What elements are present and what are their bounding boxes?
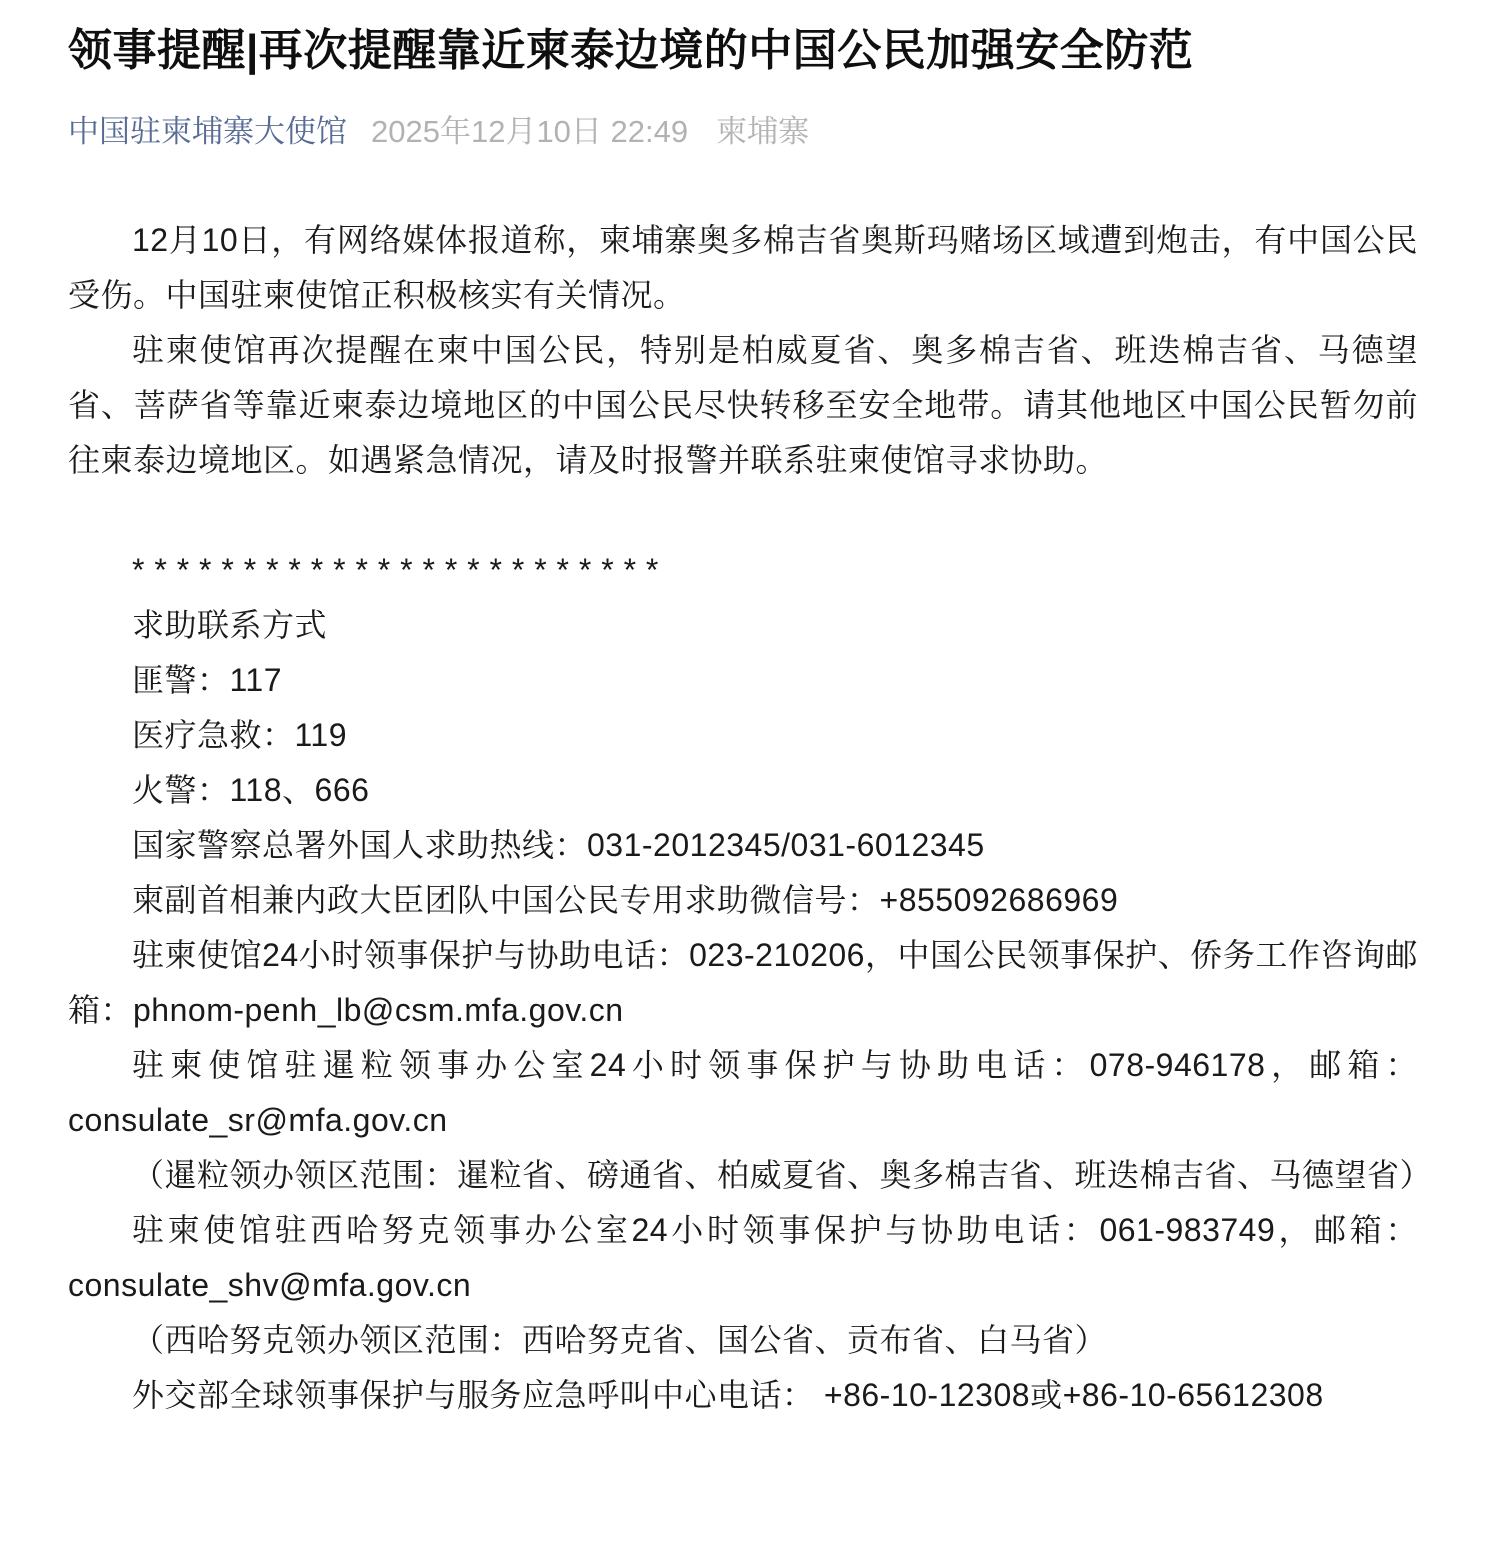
- contact-dpm-wechat-hotline: 柬副首相兼内政大臣团队中国公民专用求助微信号：+855092686969: [132, 881, 1119, 918]
- blank-line: [68, 488, 1418, 543]
- contact-national-police-foreigner-hotline: 国家警察总署外国人求助热线：031-2012345/031-6012345: [132, 826, 985, 863]
- contact-sihanoukville-office-hotline: 驻柬使馆驻西哈努克领事办公室24小时领事保护与协助电话：061-983749，邮箱：consulate_shv@mfa.gov.cn: [68, 1211, 1418, 1303]
- article-meta: [68, 115, 1418, 149]
- paragraph-safety-reminder: 驻柬使馆再次提醒在柬中国公民，特别是柏威夏省、奥多棉吉省、班迭棉吉省、马德望省、菩萨省等靠近柬泰边境地区的中国公民尽快转移至安全地带。请其他地区中国公民暂勿前往柬泰边境地区。如遇紧急情况，请及时报警并联系驻柬使馆寻求协助。: [68, 331, 1418, 478]
- publish-location: 柬埔寨: [716, 113, 810, 149]
- article-body: [68, 213, 1433, 1423]
- contact-sihanoukville-office-jurisdiction: （西哈努克领办领区范围：西哈努克省、国公省、贡布省、白马省）: [132, 1321, 1108, 1358]
- account-name-link[interactable]: 中国驻柬埔寨大使馆: [68, 113, 347, 149]
- contact-section-heading: 求助联系方式: [132, 606, 328, 643]
- contact-embassy-24h-hotline: 驻柬使馆24小时领事保护与协助电话：023-210206，中国公民领事保护、侨务工作咨询邮箱：phnom-penh_lb@csm.mfa.gov.cn: [68, 936, 1418, 1028]
- contact-siem-reap-office-hotline: 驻柬使馆驻暹粒领事办公室24小时领事保护与协助电话：078-946178，邮箱：consulate_sr@mfa.gov.cn: [68, 1046, 1418, 1138]
- asterisk-divider: * * * * * * * * * * * * * * * * * * * * * * * *: [132, 551, 659, 588]
- contact-police-hotline: 匪警：117: [132, 661, 283, 698]
- contact-mfa-global-emergency-hotline: 外交部全球领事保护与服务应急呼叫中心电话： +86-10-12308或+86-10-65612308: [132, 1376, 1324, 1413]
- publish-datetime: 2025年12月10日 22:49: [371, 113, 689, 149]
- paragraph-incident-report: 12月10日，有网络媒体报道称，柬埔寨奥多棉吉省奥斯玛赌场区域遭到炮击，有中国公民受伤。中国驻柬使馆正积极核实有关情况。: [68, 221, 1418, 313]
- article-title: 领事提醒|再次提醒靠近柬泰边境的中国公民加强安全防范: [68, 26, 1194, 75]
- contact-fire-hotline: 火警：118、666: [132, 771, 370, 808]
- contact-siem-reap-office-jurisdiction: （暹粒领办领区范围：暹粒省、磅通省、柏威夏省、奥多棉吉省、班迭棉吉省、马德望省）: [132, 1156, 1433, 1193]
- contact-medical-hotline: 医疗急救：119: [132, 716, 348, 753]
